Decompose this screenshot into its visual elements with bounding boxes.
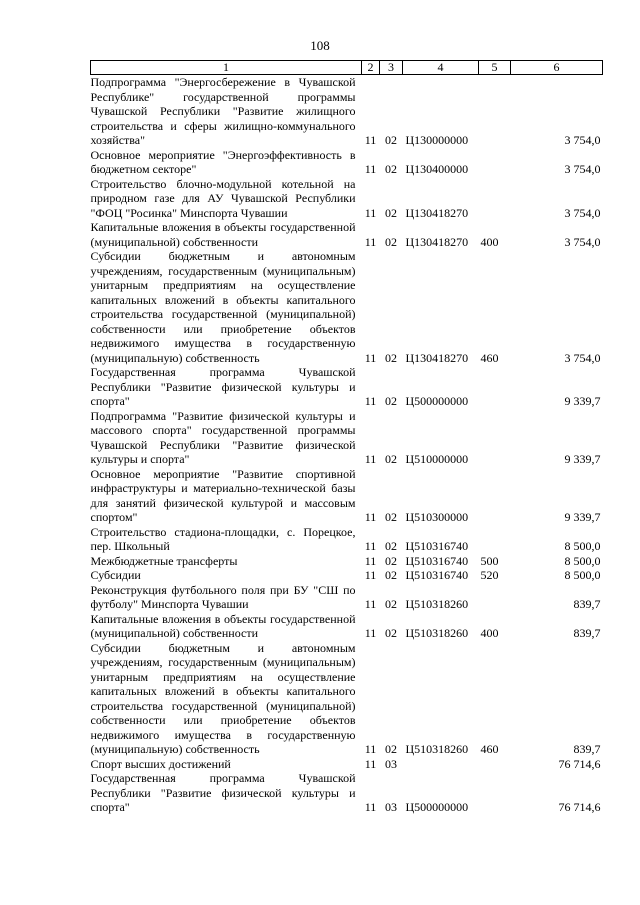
row-name: Капитальные вложения в объекты государственной (муниципальной) собственности — [90, 220, 356, 249]
row-target-code: Ц130418270 — [405, 350, 469, 365]
row-subsection: 02 — [385, 205, 397, 220]
budget-table — [90, 60, 603, 815]
row-expense-type — [479, 467, 511, 525]
row-amount: 9 339,7 — [564, 394, 601, 408]
row-name: Капитальные вложения в объекты государственной (муниципальной) собственности — [90, 611, 356, 640]
row-section: 11 — [364, 756, 377, 771]
row-amount: 3 754,0 — [564, 234, 601, 249]
row-section: 11 — [364, 742, 377, 756]
table-row — [91, 75, 603, 148]
table-row — [91, 249, 603, 365]
row-name: Спорт высших достижений — [90, 756, 231, 771]
row-target-code: Ц130400000 — [405, 162, 469, 176]
row-target-code: Ц510318260 — [405, 597, 469, 611]
row-section: 11 — [364, 553, 377, 568]
row-expense-type — [479, 75, 511, 148]
row-name: Строительство блочно-модульной котельной на природном газе для АУ Чувашской Республики "ФОЦ "Росинка" Минспорта Чувашии — [90, 176, 356, 220]
header-row — [91, 61, 603, 75]
row-target-code: Ц510316740 — [405, 553, 469, 568]
row-name: Подпрограмма "Развитие физической культуры и массового спорта" государственной программы Чувашской Республики "Развитие физической культуры и спорта" — [90, 408, 356, 466]
row-name: Субсидии бюджетным и автономным учреждениям, государственным (муниципальным) унитарным предприятиям на осуществление капитальных вложений в объекты капитального строительства государственной (муниципальной) собственности или приобретение объектов недвижимого имущества в государственную (муниципальную) собственность — [90, 249, 356, 365]
row-expense-type — [479, 771, 511, 815]
row-amount: 3 754,0 — [564, 350, 601, 365]
row-name: Государственная программа Чувашской Республики "Развитие физической культуры и спорта" — [90, 365, 356, 408]
row-target-code: Ц510316740 — [405, 539, 469, 553]
row-section: 11 — [364, 234, 377, 249]
table-row — [91, 568, 603, 583]
page-number: 108 — [310, 38, 330, 53]
row-expense-type: 460 — [480, 742, 499, 756]
row-section: 11 — [364, 510, 377, 524]
row-section: 11 — [364, 350, 377, 365]
row-subsection: 02 — [385, 510, 397, 524]
row-subsection: 02 — [385, 133, 397, 147]
row-section: 11 — [364, 539, 377, 553]
row-amount: 8 500,0 — [564, 553, 601, 568]
row-target-code: Ц130418270 — [405, 234, 469, 249]
table-row — [91, 757, 603, 772]
table-row — [91, 365, 603, 409]
row-subsection: 02 — [385, 553, 397, 568]
row-expense-type: 500 — [480, 553, 499, 568]
table-row — [91, 409, 603, 467]
header-col-1: 1 — [91, 61, 362, 75]
row-name: Подпрограмма "Энергосбережение в Чувашской Республике" государственной программы Чувашской Республики "Развитие жилищного строительства и сферы жилищно-коммунального хозяйства" — [90, 75, 356, 147]
row-section: 11 — [364, 162, 377, 176]
table-row — [91, 467, 603, 525]
row-target-code: Ц510300000 — [405, 510, 469, 524]
row-subsection: 02 — [385, 568, 397, 582]
row-amount: 839,7 — [573, 742, 601, 756]
table-row — [91, 641, 603, 757]
row-subsection: 02 — [385, 452, 397, 466]
row-section: 11 — [364, 133, 377, 147]
row-name: Субсидии бюджетным и автономным учреждениям, государственным (муниципальным) унитарным предприятиям на осуществление капитальных вложений в объекты капитального строительства государственной (муниципальной) собственности или приобретение объектов недвижимого имущества в государственную (муниципальную) собственность — [90, 640, 356, 756]
row-expense-type — [479, 177, 511, 221]
row-target-code — [403, 757, 479, 772]
row-amount: 839,7 — [573, 597, 601, 611]
table-row — [91, 771, 603, 815]
table-row — [91, 220, 603, 249]
row-amount: 9 339,7 — [564, 510, 601, 524]
row-section: 11 — [364, 568, 377, 582]
row-amount: 3 754,0 — [564, 162, 601, 176]
row-name: Основное мероприятие "Энергоэффективность в бюджетном секторе" — [90, 147, 356, 176]
row-expense-type — [479, 525, 511, 554]
table-row — [91, 583, 603, 612]
table-body — [91, 75, 603, 815]
row-expense-type: 400 — [480, 626, 499, 640]
row-target-code: Ц500000000 — [405, 800, 469, 814]
row-section: 11 — [364, 597, 377, 611]
row-section: 11 — [364, 452, 377, 466]
row-target-code: Ц130000000 — [405, 133, 469, 147]
row-amount: 76 714,6 — [558, 800, 601, 814]
row-subsection: 03 — [385, 756, 397, 771]
header-col-5: 5 — [479, 61, 511, 75]
row-section: 11 — [364, 626, 377, 640]
row-target-code: Ц510316740 — [405, 568, 469, 582]
row-subsection: 02 — [385, 597, 397, 611]
row-expense-type: 400 — [480, 234, 499, 249]
table-row — [91, 525, 603, 554]
row-section: 11 — [364, 800, 377, 814]
row-name: Строительство стадиона-площадки, с. Порецкое, пер. Школьный — [90, 524, 356, 553]
row-name: Субсидии — [90, 568, 141, 582]
header-col-4: 4 — [403, 61, 479, 75]
header-col-2: 2 — [362, 61, 380, 75]
row-amount: 3 754,0 — [564, 205, 601, 220]
row-name: Реконструкция футбольного поля при БУ "СШ по футболу" Минспорта Чувашии — [90, 582, 356, 611]
row-expense-type — [479, 757, 511, 772]
header-col-6: 6 — [511, 61, 603, 75]
row-target-code: Ц510318260 — [405, 742, 469, 756]
table-row — [91, 148, 603, 177]
row-subsection: 03 — [385, 800, 397, 814]
row-section: 11 — [364, 205, 377, 220]
row-expense-type — [479, 583, 511, 612]
row-target-code: Ц510318260 — [405, 626, 469, 640]
row-expense-type — [479, 409, 511, 467]
row-subsection: 02 — [385, 742, 397, 756]
row-amount: 9 339,7 — [564, 452, 601, 466]
row-subsection: 02 — [385, 162, 397, 176]
table-row — [91, 177, 603, 221]
row-subsection: 02 — [385, 234, 397, 249]
table-row — [91, 554, 603, 569]
table-header — [91, 61, 603, 75]
row-expense-type — [479, 148, 511, 177]
row-amount: 76 714,6 — [558, 756, 601, 771]
table-row — [91, 612, 603, 641]
row-subsection: 02 — [385, 539, 397, 553]
row-amount: 839,7 — [573, 626, 601, 640]
row-subsection: 02 — [385, 350, 397, 365]
row-section: 11 — [364, 394, 377, 408]
row-expense-type — [479, 365, 511, 409]
row-target-code: Ц500000000 — [405, 394, 469, 408]
row-subsection: 02 — [385, 626, 397, 640]
row-amount: 8 500,0 — [564, 568, 601, 582]
row-name: Государственная программа Чувашской Республики "Развитие физической культуры и спорта" — [90, 771, 356, 814]
row-expense-type: 460 — [480, 350, 499, 365]
row-name: Основное мероприятие "Развитие спортивной инфраструктуры и материально-технической базы для занятий физической культурой и массовым спортом" — [90, 466, 356, 524]
row-target-code: Ц510000000 — [405, 452, 469, 466]
row-target-code: Ц130418270 — [405, 205, 469, 220]
row-expense-type: 520 — [480, 568, 499, 582]
header-col-3: 3 — [380, 61, 403, 75]
row-amount: 8 500,0 — [564, 539, 601, 553]
row-name: Межбюджетные трансферты — [90, 553, 238, 568]
row-amount: 3 754,0 — [564, 133, 601, 147]
row-subsection: 02 — [385, 394, 397, 408]
